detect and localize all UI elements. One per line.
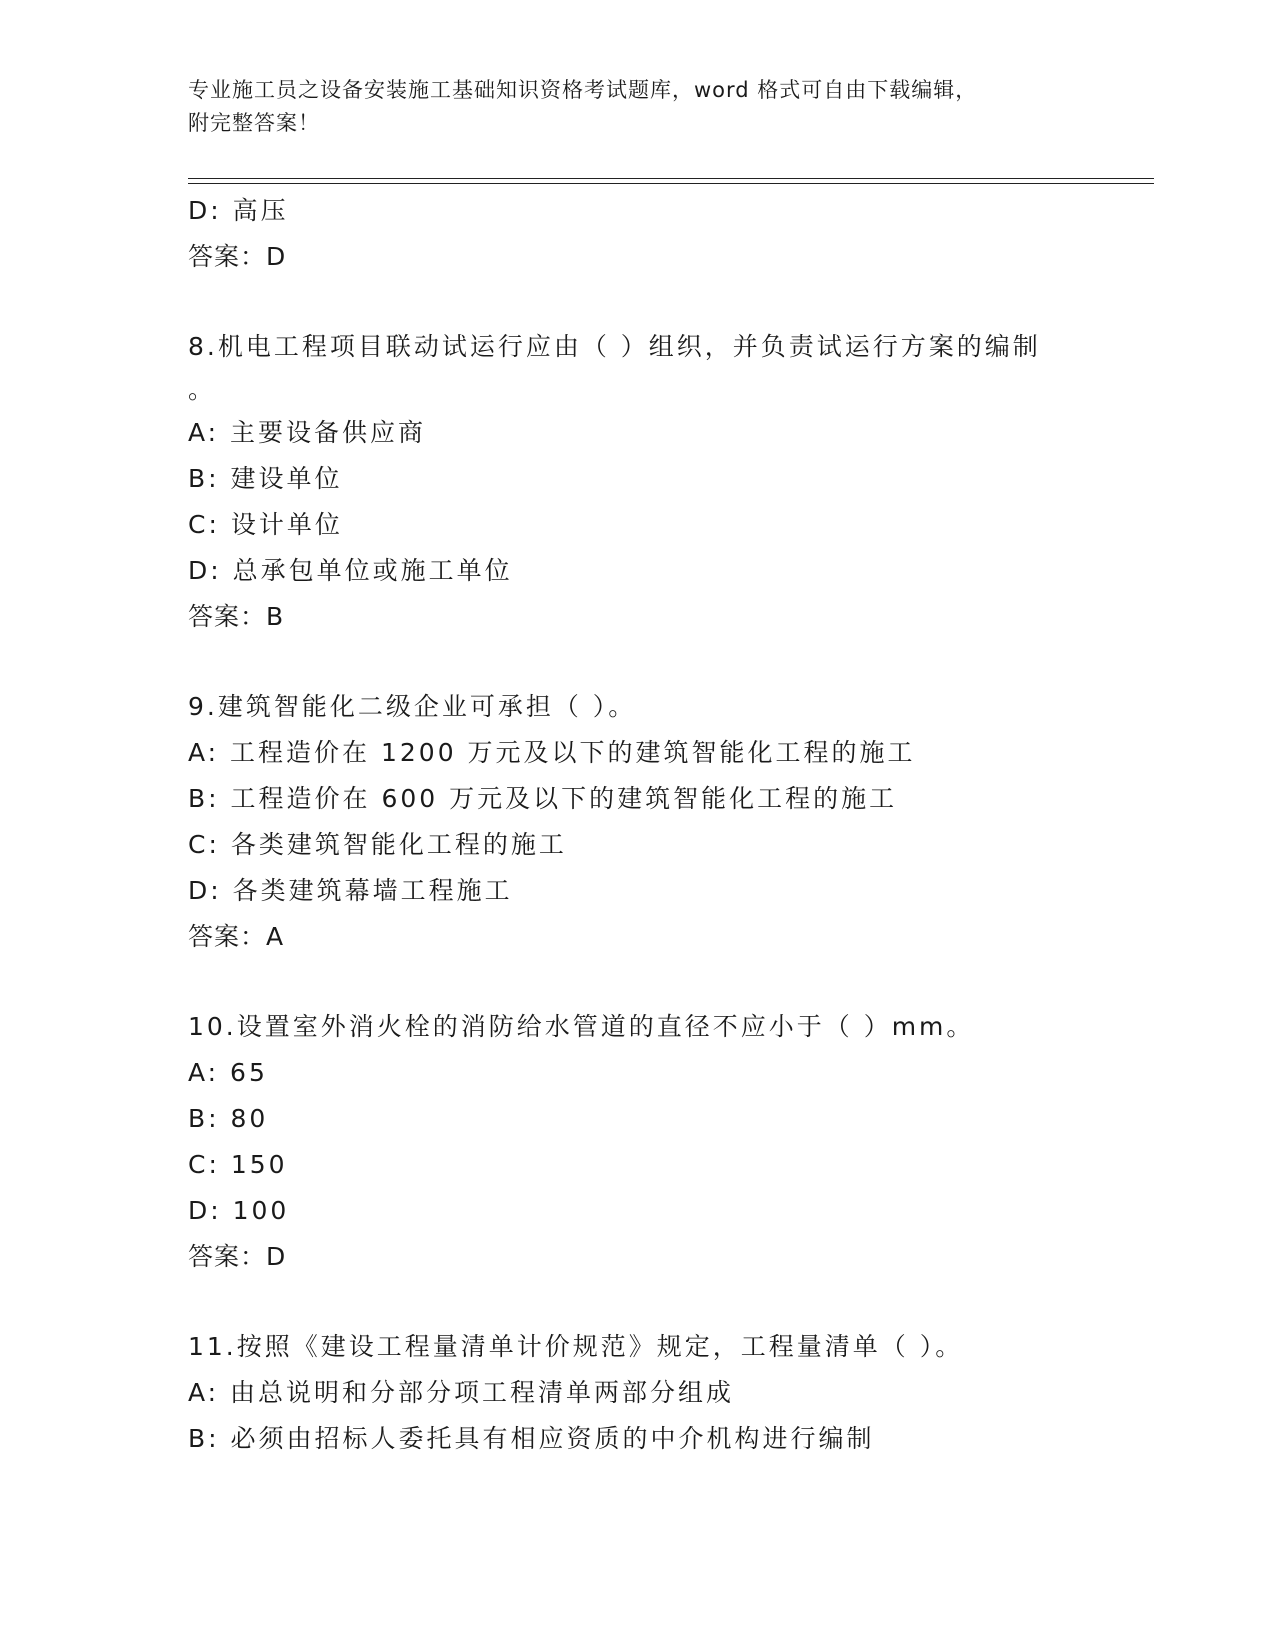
option-b: B: 80 [188, 1104, 269, 1133]
question-stem: 11.按照《建设工程量清单计价规范》规定，工程量清单（ ）。 [188, 1332, 964, 1361]
answer-line: 答案：B [188, 602, 285, 631]
option-c: C: 各类建筑智能化工程的施工 [188, 830, 567, 859]
question-8 [188, 324, 1088, 640]
option-c: C: 150 [188, 1150, 288, 1179]
question-10 [188, 1004, 1088, 1280]
option-d: D: 各类建筑幕墙工程施工 [188, 876, 513, 905]
option-b: B: 必须由招标人委托具有相应资质的中介机构进行编制 [188, 1424, 875, 1453]
option-a: A: 工程造价在 1200 万元及以下的建筑智能化工程的施工 [188, 738, 916, 767]
option-a: A: 65 [188, 1058, 268, 1087]
question-7 [188, 188, 1088, 280]
document-header [188, 74, 1088, 140]
option-c: C: 设计单位 [188, 510, 343, 539]
option-d: D: 高压 [188, 196, 289, 225]
answer-line: 答案：D [188, 1242, 287, 1271]
question-9 [188, 684, 1088, 960]
option-b: B: 建设单位 [188, 464, 343, 493]
header-divider [188, 178, 1154, 184]
header-line-2: 附完整答案！ [188, 111, 320, 135]
answer-line: 答案：D [188, 242, 287, 271]
option-d: D: 总承包单位或施工单位 [188, 556, 513, 585]
question-11 [188, 1324, 1088, 1462]
question-list [188, 188, 1088, 1462]
question-stem: 8.机电工程项目联动试运行应由（ ）组织，并负责试运行方案的编制 [188, 332, 1041, 361]
option-d: D: 100 [188, 1196, 290, 1225]
question-stem-continuation: 。 [188, 375, 217, 404]
question-stem: 10.设置室外消火栓的消防给水管道的直径不应小于（ ）mm。 [188, 1012, 975, 1041]
header-line-1: 专业施工员之设备安装施工基础知识资格考试题库，word 格式可自由下载编辑， [188, 78, 978, 102]
question-stem: 9.建筑智能化二级企业可承担（ ）。 [188, 692, 637, 721]
option-a: A: 主要设备供应商 [188, 418, 427, 447]
option-a: A: 由总说明和分部分项工程清单两部分组成 [188, 1378, 735, 1407]
answer-line: 答案：A [188, 922, 285, 951]
option-b: B: 工程造价在 600 万元及以下的建筑智能化工程的施工 [188, 784, 898, 813]
